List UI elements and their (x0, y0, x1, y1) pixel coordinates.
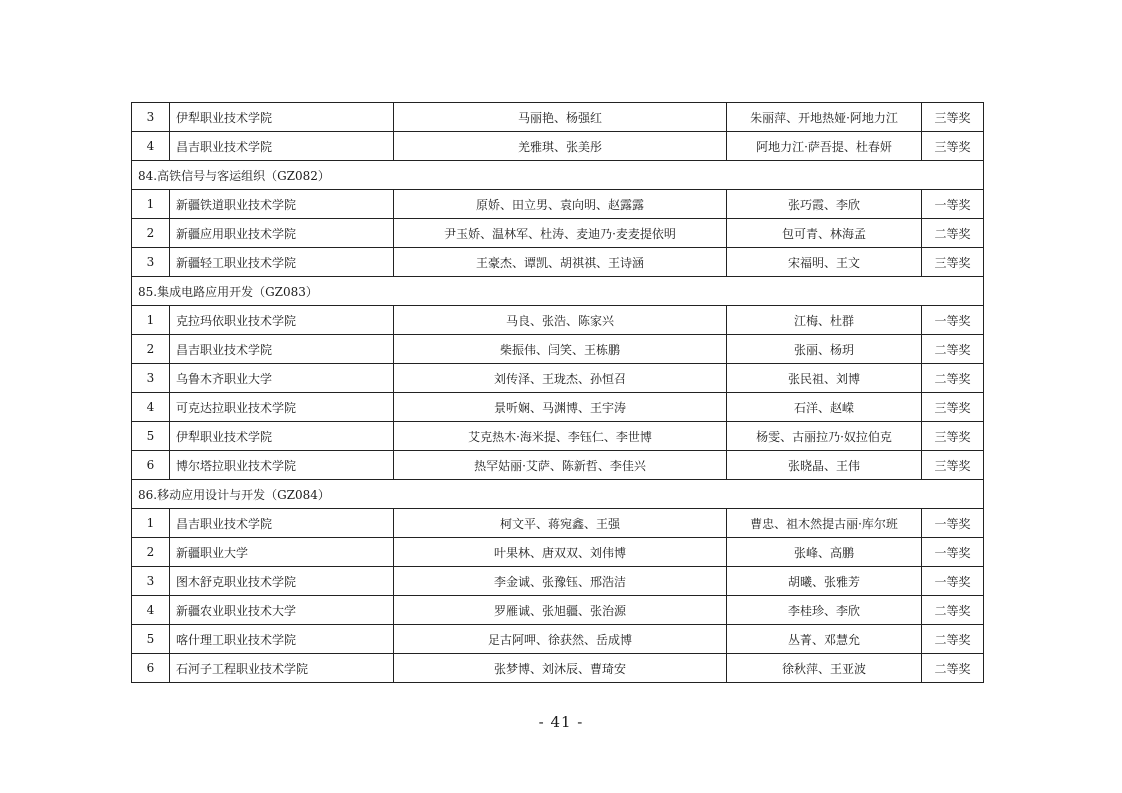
table-row (132, 219, 984, 248)
row-index: 6 (132, 451, 170, 480)
row-index: 2 (132, 538, 170, 567)
award-table (131, 102, 984, 683)
row-index: 1 (132, 509, 170, 538)
award-level: 二等奖 (922, 219, 984, 248)
school-name: 乌鲁木齐职业大学 (170, 364, 394, 393)
table-row (132, 393, 984, 422)
table-row (132, 451, 984, 480)
school-name: 新疆应用职业技术学院 (170, 219, 394, 248)
teacher-names: 阿地力江·萨吾提、杜春妍 (727, 132, 922, 161)
row-index: 4 (132, 393, 170, 422)
teacher-names: 石洋、赵嵘 (727, 393, 922, 422)
teacher-names: 丛菁、邓慧允 (727, 625, 922, 654)
teacher-names: 包可青、林海孟 (727, 219, 922, 248)
row-index: 1 (132, 306, 170, 335)
teacher-names: 李桂珍、李欣 (727, 596, 922, 625)
row-index: 3 (132, 364, 170, 393)
school-name: 昌吉职业技术学院 (170, 132, 394, 161)
award-level: 一等奖 (922, 190, 984, 219)
student-names: 景听娴、马渊博、王宇涛 (394, 393, 727, 422)
row-index: 2 (132, 219, 170, 248)
table-row (132, 103, 984, 132)
teacher-names: 宋福明、王文 (727, 248, 922, 277)
award-level: 一等奖 (922, 538, 984, 567)
school-name: 新疆职业大学 (170, 538, 394, 567)
school-name: 图木舒克职业技术学院 (170, 567, 394, 596)
table-row (132, 654, 984, 683)
teacher-names: 张晓晶、王伟 (727, 451, 922, 480)
award-level: 一等奖 (922, 306, 984, 335)
teacher-names: 张峰、高鹏 (727, 538, 922, 567)
award-level: 三等奖 (922, 422, 984, 451)
row-index: 2 (132, 335, 170, 364)
row-index: 6 (132, 654, 170, 683)
student-names: 热罕姑丽·艾萨、陈新哲、李佳兴 (394, 451, 727, 480)
teacher-names: 杨雯、古丽拉乃·奴拉伯克 (727, 422, 922, 451)
school-name: 新疆农业职业技术大学 (170, 596, 394, 625)
row-index: 5 (132, 422, 170, 451)
section-header-row (132, 277, 984, 306)
table-row (132, 132, 984, 161)
award-level: 三等奖 (922, 393, 984, 422)
student-names: 罗雁诚、张旭疆、张治源 (394, 596, 727, 625)
school-name: 克拉玛依职业技术学院 (170, 306, 394, 335)
school-name: 喀什理工职业技术学院 (170, 625, 394, 654)
student-names: 尹玉娇、温林军、杜涛、麦迪乃·麦麦提依明 (394, 219, 727, 248)
table-row (132, 596, 984, 625)
row-index: 3 (132, 248, 170, 277)
teacher-names: 江梅、杜群 (727, 306, 922, 335)
section-title: 84.高铁信号与客运组织（GZ082） (132, 161, 984, 190)
student-names: 刘传泽、王珑杰、孙恒召 (394, 364, 727, 393)
student-names: 马丽艳、杨强红 (394, 103, 727, 132)
award-level: 三等奖 (922, 451, 984, 480)
table-row (132, 364, 984, 393)
table-row (132, 248, 984, 277)
table-row (132, 190, 984, 219)
row-index: 3 (132, 567, 170, 596)
table-row (132, 625, 984, 654)
row-index: 3 (132, 103, 170, 132)
school-name: 伊犁职业技术学院 (170, 103, 394, 132)
teacher-names: 张民祖、刘博 (727, 364, 922, 393)
table-row (132, 306, 984, 335)
school-name: 伊犁职业技术学院 (170, 422, 394, 451)
student-names: 艾克热木·海米提、李钰仁、李世博 (394, 422, 727, 451)
teacher-names: 朱丽萍、开地热娅·阿地力江 (727, 103, 922, 132)
section-title: 85.集成电路应用开发（GZ083） (132, 277, 984, 306)
student-names: 原娇、田立男、袁向明、赵露露 (394, 190, 727, 219)
student-names: 李金诚、张豫钰、邢浩洁 (394, 567, 727, 596)
row-index: 4 (132, 132, 170, 161)
page-number: - 41 - (538, 713, 584, 731)
row-index: 5 (132, 625, 170, 654)
teacher-names: 胡曦、张雅芳 (727, 567, 922, 596)
section-title: 86.移动应用设计与开发（GZ084） (132, 480, 984, 509)
section-header-row (132, 480, 984, 509)
award-level: 二等奖 (922, 335, 984, 364)
teacher-names: 张丽、杨玥 (727, 335, 922, 364)
section-header-row (132, 161, 984, 190)
student-names: 足古阿呷、徐获然、岳成博 (394, 625, 727, 654)
table-row (132, 422, 984, 451)
student-names: 张梦博、刘沐辰、曹琦安 (394, 654, 727, 683)
row-index: 1 (132, 190, 170, 219)
award-level: 二等奖 (922, 654, 984, 683)
school-name: 可克达拉职业技术学院 (170, 393, 394, 422)
teacher-names: 徐秋萍、王亚波 (727, 654, 922, 683)
award-level: 三等奖 (922, 132, 984, 161)
award-level: 二等奖 (922, 364, 984, 393)
table-row (132, 509, 984, 538)
table-row (132, 538, 984, 567)
award-table-body (132, 103, 984, 683)
student-names: 柯文平、蒋宛鑫、王强 (394, 509, 727, 538)
school-name: 博尔塔拉职业技术学院 (170, 451, 394, 480)
award-level: 三等奖 (922, 103, 984, 132)
school-name: 新疆铁道职业技术学院 (170, 190, 394, 219)
student-names: 马良、张浩、陈家兴 (394, 306, 727, 335)
student-names: 羌雅琪、张美彤 (394, 132, 727, 161)
student-names: 柴振伟、闫笑、王栋鹏 (394, 335, 727, 364)
award-level: 一等奖 (922, 509, 984, 538)
school-name: 石河子工程职业技术学院 (170, 654, 394, 683)
school-name: 昌吉职业技术学院 (170, 335, 394, 364)
student-names: 王豪杰、谭凯、胡祺祺、王诗涵 (394, 248, 727, 277)
school-name: 新疆轻工职业技术学院 (170, 248, 394, 277)
table-row (132, 567, 984, 596)
table-row (132, 335, 984, 364)
award-level: 三等奖 (922, 248, 984, 277)
student-names: 叶果林、唐双双、刘伟博 (394, 538, 727, 567)
award-level: 二等奖 (922, 596, 984, 625)
award-level: 二等奖 (922, 625, 984, 654)
award-level: 一等奖 (922, 567, 984, 596)
row-index: 4 (132, 596, 170, 625)
teacher-names: 张巧霞、李欣 (727, 190, 922, 219)
school-name: 昌吉职业技术学院 (170, 509, 394, 538)
teacher-names: 曹忠、祖木然提古丽·库尔班 (727, 509, 922, 538)
